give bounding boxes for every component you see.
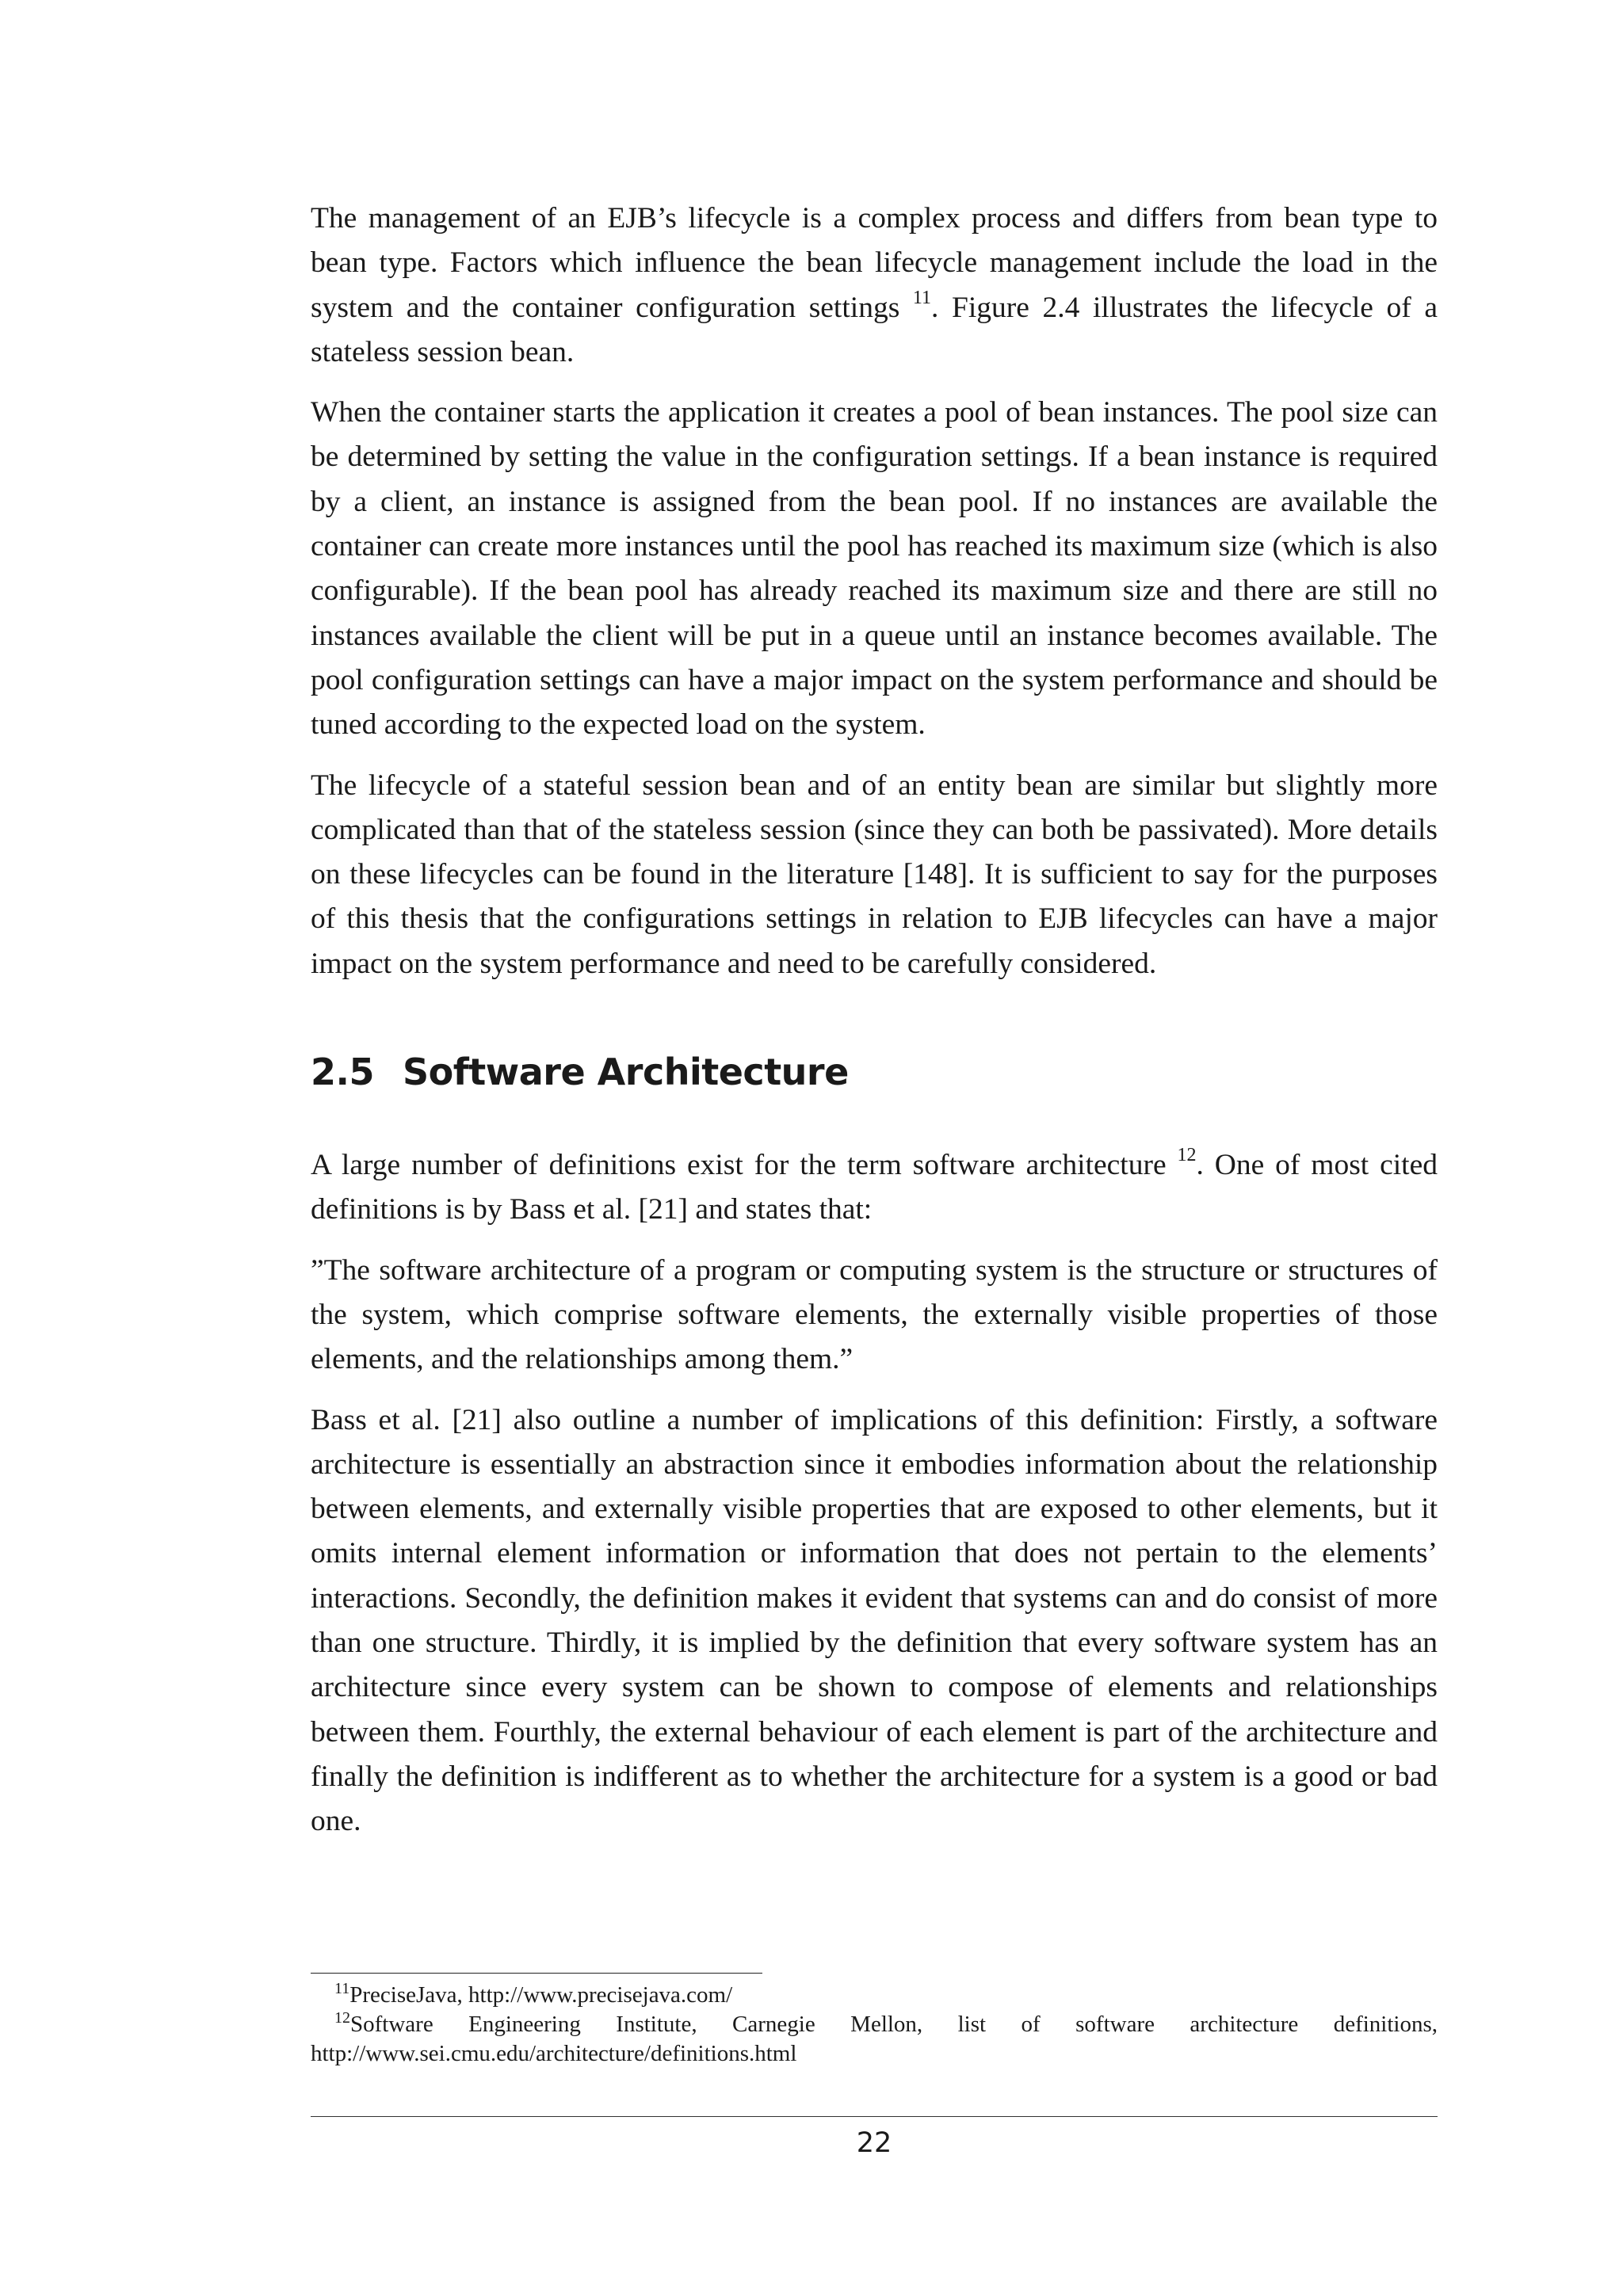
page-number: 22 — [856, 2127, 892, 2159]
section-number: 2.5 — [311, 1051, 374, 1094]
page-footer-divider — [311, 2116, 1438, 2117]
paragraph-text: A large number of definitions exist for the term software architecture — [311, 1149, 1178, 1182]
paragraph-text: . One of most cited definitions is by Bass et al. [21] and states that: — [311, 1149, 1438, 1226]
footnotes — [311, 1981, 1438, 2069]
paragraph-text: The management of an EJB’s lifecycle is a complex process and differs from bean type to bean type. Factors which influence the bean lifecycle management include the load in the system and the container configuration settings — [311, 202, 1438, 324]
footnote-ref-12[interactable]: 12 — [1177, 1145, 1197, 1166]
paragraph-implications: Bass et al. [21] also outline a number of implications of this definition: Firstly, a software architecture is essentially an abstraction since it embodies information about the relationship between elements, and externally visible properties that are exposed to other elements, but it omits internal element information or information that does not pertain to the elements’ interactions. Secondly, the definition makes it evident that systems can and do consist of more than one structure. Thirdly, it is implied by the definition that every software system has an architecture since every system can be shown to compose of elements and relationships between them. Fourthly, the external behaviour of each element is part of the architecture and finally the definition is indifferent as to whether the architecture for a system is a good or bad one. — [311, 1403, 1438, 1838]
paragraph-text: . Figure 2.4 illustrates the lifecycle of a stateless session bean. — [311, 291, 1438, 368]
section-heading — [311, 1050, 1438, 1094]
paragraph-stateful-lifecycle: The lifecycle of a stateful session bean and of an entity bean are similar but slightly more complicated than that of the stateless session (since they can both be passivated). More details on these lifecycles can be found in the literature [148]. It is sufficient to say for the purposes of this thesis that the configurations settings in relation to EJB lifecycles can have a major impact on the system performance and need to be carefully considered. — [311, 769, 1438, 980]
paragraph-bean-pool: When the container starts the application it creates a pool of bean instances. The pool size can be determined by setting the value in the configuration settings. If a bean instance is required by a client, an instance is assigned from the bean pool. If no instances are available the container can create more instances until the pool has reached its maximum size (which is also configurable). If the bean pool has already reached its maximum size and there are still no instances available the client will be put in a queue until an instance becomes available. The pool configuration settings can have a major impact on the system performance and should be tuned according to the expected load on the system. — [311, 396, 1438, 742]
footnote-11 — [311, 1981, 1438, 2010]
section-title: Software Architecture — [403, 1051, 849, 1094]
footnote-text: PreciseJava, http://www.precisejava.com/ — [349, 1982, 733, 2008]
footnote-text: Software Engineering Institute, Carnegie Mellon, list of software architecture definitions, http://www.sei.cmu.edu/architecture/definitions.html — [311, 2012, 1438, 2066]
footnote-mark: 12 — [334, 2009, 350, 2027]
paragraph-quote: ”The software architecture of a program or computing system is the structure or structures of the system, which comprise software elements, the externally visible properties of those elements, and the relationships among them.” — [311, 1253, 1438, 1376]
footnote-divider — [311, 1973, 762, 1974]
paragraph-ejb-lifecycle — [311, 196, 1438, 375]
footnote-mark: 11 — [334, 1980, 350, 1997]
page-body — [311, 196, 1438, 1860]
paragraph-definitions — [311, 1143, 1438, 1233]
footnote-12 — [311, 2010, 1438, 2069]
footnote-ref-11[interactable]: 11 — [912, 287, 932, 308]
